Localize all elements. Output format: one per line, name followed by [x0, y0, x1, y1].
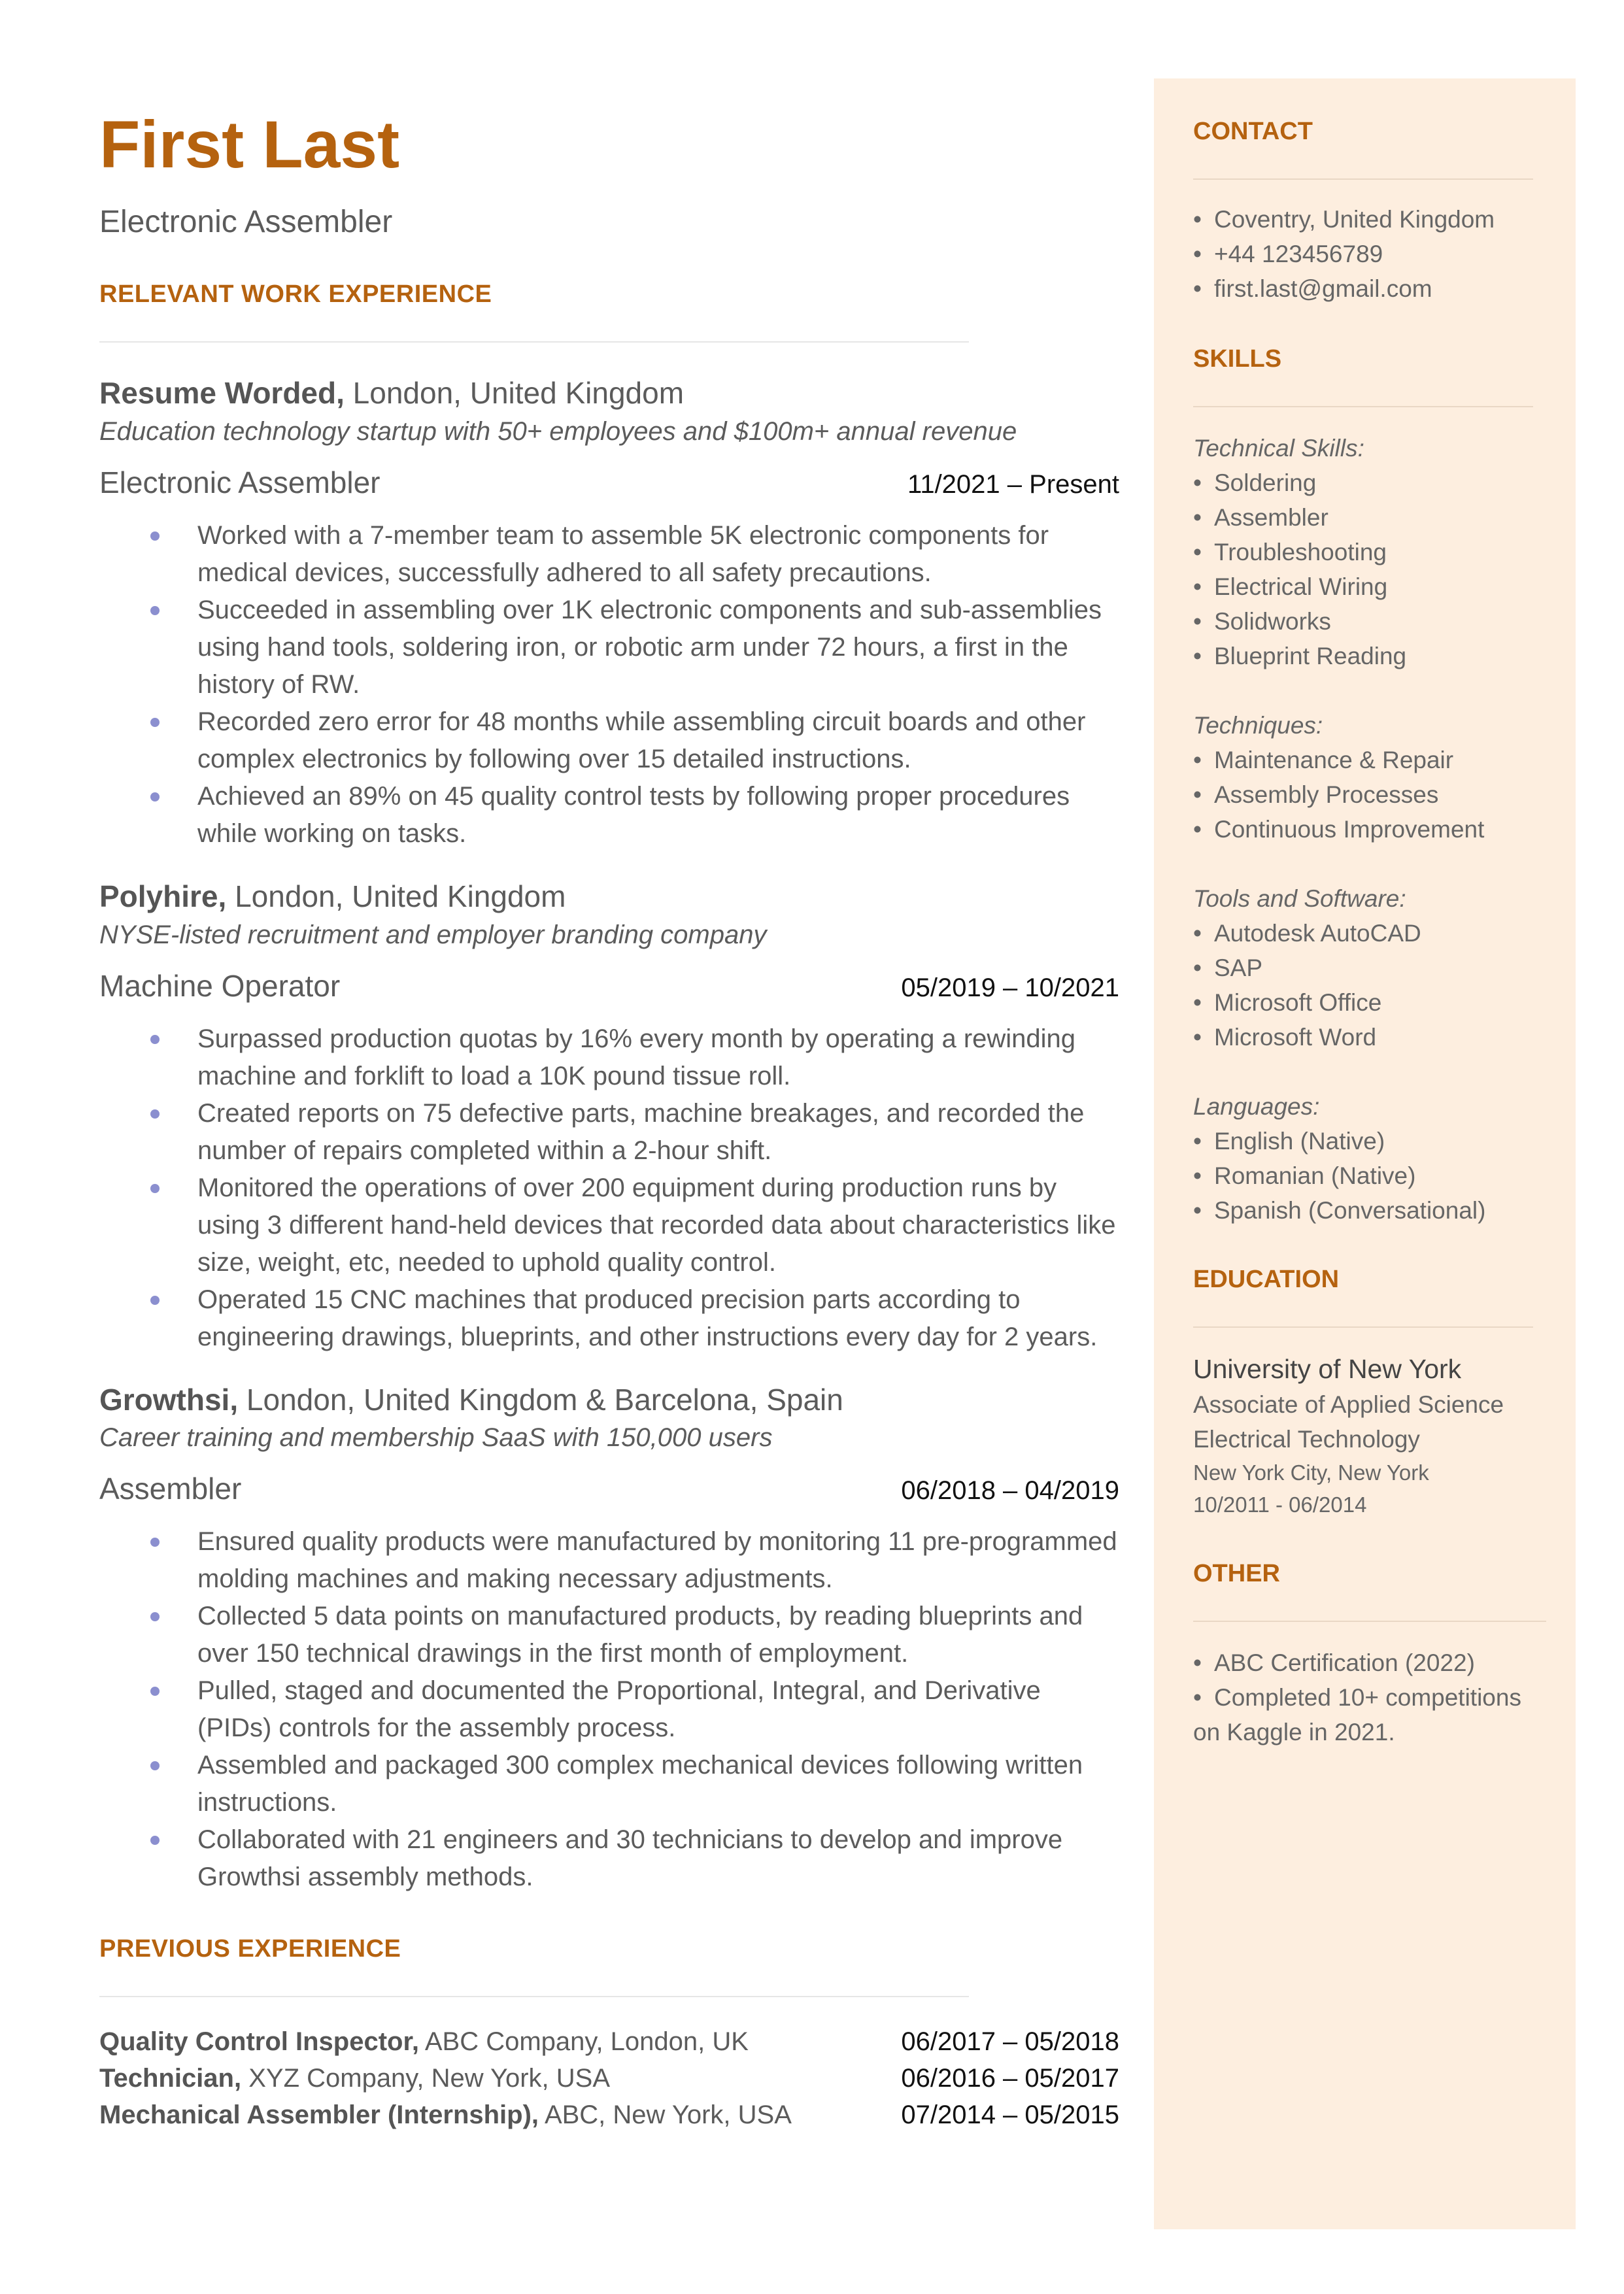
bullet-text: Pulled, staged and documented the Proportional, Integral, and Derivative (PIDs) controls for the assembly process. — [197, 1676, 1041, 1743]
bullet-dot-icon: • — [1193, 539, 1202, 565]
bullet-dot-icon: • — [1193, 573, 1202, 600]
bullet-text: Collected 5 data points on manufactured products, by reading blueprints and over 150 technical drawings in the first month of employment. — [197, 1602, 1083, 1668]
previous-experience-heading: PREVIOUS EXPERIENCE — [99, 1935, 401, 1963]
job-role: Assembler — [99, 1472, 242, 1506]
previous-item — [99, 2097, 1119, 2133]
bullet-dot-icon — [150, 1687, 160, 1696]
bullet-dot-icon: • — [1193, 241, 1202, 267]
skill-item — [1193, 569, 1533, 604]
bullet-text: Monitored the operations of over 200 equipment during production runs by using 3 different hand-held devices that recorded data about characteristics like size, weight, etc, needed to uphold quality control. — [197, 1173, 1116, 1277]
job-dates: 11/2021 – Present — [907, 469, 1119, 499]
bullet-text: Ensured quality products were manufactured by monitoring 11 pre-programmed molding machines and making necessary adjustments. — [197, 1527, 1117, 1594]
skill-item — [1193, 500, 1533, 535]
bullet-text: Created reports on 75 defective parts, machine breakages, and recorded the number of repairs completed within a 2-hour shift. — [197, 1098, 1085, 1165]
bullet-dot-icon: • — [1193, 206, 1202, 233]
section-divider — [99, 1996, 969, 1997]
contact-text: first.last@gmail.com — [1214, 275, 1432, 302]
bullet-text: Worked with a 7-member team to assemble 5K electronic components for medical devices, successfully adhered to all safety precautions. — [197, 520, 1049, 587]
job-entry — [99, 1381, 1119, 1897]
other-text: Completed 10+ competitions on Kaggle in 2021. — [1193, 1684, 1521, 1746]
bullet-item — [99, 1747, 1119, 1821]
education-location: New York City, New York — [1193, 1460, 1429, 1485]
skill-item — [1193, 604, 1533, 639]
skill-text: Troubleshooting — [1214, 539, 1387, 565]
bullet-item — [99, 1672, 1119, 1747]
skill-text: Assembler — [1214, 504, 1328, 531]
sidebar-content — [1193, 118, 1533, 1749]
skill-text: Autodesk AutoCAD — [1214, 920, 1421, 947]
skill-item — [1193, 743, 1533, 777]
contact-heading: CONTACT — [1193, 118, 1313, 145]
bullet-item — [99, 1020, 1119, 1095]
skill-item — [1193, 951, 1533, 985]
bullet-text: Recorded zero error for 48 months while assembling circuit boards and other complex electronics by following over 15 detailed instructions. — [197, 707, 1086, 773]
section-divider — [1193, 1621, 1546, 1622]
previous-item — [99, 2060, 1119, 2097]
skill-text: Romanian (Native) — [1214, 1162, 1416, 1189]
bullet-text: Assembled and packaged 300 complex mechanical devices following written instructions. — [197, 1751, 1083, 1817]
bullet-dot-icon — [150, 792, 160, 801]
bullet-item — [99, 1523, 1119, 1598]
job-role: Machine Operator — [99, 968, 341, 1003]
contact-email — [1193, 271, 1533, 306]
previous-experience-list — [99, 2023, 1119, 2133]
bullet-dot-icon: • — [1193, 989, 1202, 1016]
bullet-item — [99, 1170, 1119, 1281]
contact-phone — [1193, 237, 1533, 271]
skill-item — [1193, 465, 1533, 500]
company-location: London, United Kingdom — [344, 376, 685, 410]
bullet-text: Succeeded in assembling over 1K electronic components and sub-assemblies using hand tools, soldering iron, or robotic arm under 72 hours, a first in the history of RW. — [197, 595, 1102, 699]
skill-text: Spanish (Conversational) — [1214, 1197, 1486, 1224]
bullet-item — [99, 592, 1119, 703]
skill-item — [1193, 1193, 1533, 1228]
candidate-name: First Last — [99, 107, 400, 182]
company-location: London, United Kingdom — [226, 879, 566, 913]
bullet-dot-icon: • — [1193, 1024, 1202, 1051]
bullet-item — [99, 703, 1119, 778]
bullet-item — [99, 1598, 1119, 1672]
education-degree: Associate of Applied Science — [1193, 1391, 1504, 1418]
skill-group — [1193, 881, 1533, 1054]
bullet-text: Collaborated with 21 engineers and 30 technicians to develop and improve Growthsi assembly methods. — [197, 1825, 1063, 1892]
bullet-dot-icon — [150, 1035, 160, 1044]
bullet-dot-icon: • — [1193, 275, 1202, 302]
skill-list — [1193, 916, 1533, 1054]
skill-item — [1193, 1020, 1533, 1054]
previous-org: XYZ Company, New York, USA — [241, 2064, 611, 2093]
bullet-text: Operated 15 CNC machines that produced precision parts according to engineering drawings, blueprints, and other instructions every day for 2 years. — [197, 1285, 1098, 1351]
bullet-item — [99, 1821, 1119, 1896]
bullet-dot-icon: • — [1193, 643, 1202, 669]
role-row — [99, 465, 1119, 500]
job-dates: 06/2018 – 04/2019 — [901, 1476, 1119, 1506]
skill-text: Microsoft Office — [1214, 989, 1382, 1016]
skill-item — [1193, 535, 1533, 569]
bullet-dot-icon — [150, 1184, 160, 1193]
skill-text: Solidworks — [1214, 608, 1331, 635]
bullet-dot-icon: • — [1193, 920, 1202, 947]
skill-item — [1193, 985, 1533, 1020]
previous-item — [99, 2023, 1119, 2060]
sidebar — [1154, 78, 1576, 2229]
main-column — [99, 107, 1119, 2133]
company-line — [99, 374, 1119, 413]
other-text: ABC Certification (2022) — [1214, 1649, 1475, 1676]
bullet-dot-icon — [150, 1612, 160, 1621]
bullet-item — [99, 1095, 1119, 1170]
job-bullets — [99, 1523, 1119, 1896]
skill-group — [1193, 431, 1533, 673]
bullet-dot-icon — [150, 1296, 160, 1305]
bullet-dot-icon: • — [1193, 747, 1202, 773]
skill-group — [1193, 1089, 1533, 1228]
skill-group-label: Tools and Software: — [1193, 885, 1406, 912]
skill-item — [1193, 916, 1533, 951]
section-divider — [1193, 1326, 1533, 1328]
previous-dates: 06/2016 – 05/2017 — [901, 2064, 1119, 2093]
company-name: Growthsi, — [99, 1382, 239, 1417]
skill-text: SAP — [1214, 954, 1263, 981]
other-heading: OTHER — [1193, 1560, 1280, 1587]
skill-item — [1193, 812, 1533, 847]
work-experience-heading: RELEVANT WORK EXPERIENCE — [99, 280, 492, 308]
skill-text: Electrical Wiring — [1214, 573, 1388, 600]
company-description: NYSE-listed recruitment and employer branding company — [99, 920, 767, 949]
bullet-dot-icon: • — [1193, 608, 1202, 635]
job-role: Electronic Assembler — [99, 465, 381, 499]
bullet-dot-icon: • — [1193, 781, 1202, 808]
education-heading: EDUCATION — [1193, 1266, 1340, 1293]
company-description: Career training and membership SaaS with 150,000 users — [99, 1423, 773, 1453]
skill-list — [1193, 465, 1533, 673]
skill-item — [1193, 1124, 1533, 1158]
bullet-dot-icon — [150, 1538, 160, 1547]
bullet-dot-icon: • — [1193, 816, 1202, 843]
previous-dates: 07/2014 – 05/2015 — [901, 2100, 1119, 2130]
previous-role: Mechanical Assembler (Internship), — [99, 2100, 539, 2130]
education-entry — [1193, 1351, 1533, 1521]
previous-org: ABC, New York, USA — [539, 2100, 792, 2130]
education-field: Electrical Technology — [1193, 1426, 1420, 1453]
bullet-dot-icon: • — [1193, 469, 1202, 496]
contact-text: Coventry, United Kingdom — [1214, 206, 1495, 233]
bullet-dot-icon — [150, 1761, 160, 1770]
bullet-dot-icon: • — [1193, 1128, 1202, 1155]
skill-group-label: Techniques: — [1193, 712, 1323, 739]
company-location: London, United Kingdom & Barcelona, Spain — [238, 1382, 843, 1417]
education-dates: 10/2011 - 06/2014 — [1193, 1493, 1367, 1517]
role-row — [99, 1471, 1119, 1506]
skill-item — [1193, 777, 1533, 812]
skill-text: Assembly Processes — [1214, 781, 1439, 808]
bullet-dot-icon: • — [1193, 1684, 1202, 1711]
company-name: Resume Worded, — [99, 376, 345, 410]
bullet-dot-icon: • — [1193, 1162, 1202, 1189]
previous-dates: 06/2017 – 05/2018 — [901, 2027, 1119, 2057]
skill-text: Continuous Improvement — [1214, 816, 1485, 843]
section-divider — [99, 341, 969, 343]
bullet-item — [99, 778, 1119, 852]
bullet-dot-icon: • — [1193, 1197, 1202, 1224]
job-entry — [99, 877, 1119, 1356]
skill-text: English (Native) — [1214, 1128, 1385, 1155]
company-line — [99, 877, 1119, 917]
company-line — [99, 1381, 1119, 1420]
skill-item — [1193, 1158, 1533, 1193]
other-item — [1193, 1645, 1533, 1680]
bullet-item — [99, 1281, 1119, 1356]
previous-role: Technician, — [99, 2064, 242, 2093]
education-school: University of New York — [1193, 1354, 1462, 1384]
bullet-item — [99, 517, 1119, 592]
section-divider — [1193, 406, 1533, 407]
other-item — [1193, 1680, 1533, 1749]
skill-list — [1193, 1124, 1533, 1228]
bullet-dot-icon: • — [1193, 504, 1202, 531]
contact-location — [1193, 202, 1533, 237]
other-list — [1193, 1645, 1533, 1749]
bullet-dot-icon — [150, 1836, 160, 1845]
company-description: Education technology startup with 50+ employees and $100m+ annual revenue — [99, 416, 1017, 446]
section-divider — [1193, 178, 1533, 180]
bullet-text: Achieved an 89% on 45 quality control tests by following proper procedures while working on tasks. — [197, 781, 1070, 848]
skill-group — [1193, 708, 1533, 847]
skill-item — [1193, 639, 1533, 673]
bullet-dot-icon: • — [1193, 954, 1202, 981]
skill-text: Microsoft Word — [1214, 1024, 1377, 1051]
skill-group-label: Languages: — [1193, 1093, 1320, 1120]
bullet-dot-icon — [150, 1109, 160, 1119]
skill-text: Blueprint Reading — [1214, 643, 1407, 669]
bullet-text: Surpassed production quotas by 16% every month by operating a rewinding machine and forklift to load a 10K pound tissue roll. — [197, 1024, 1076, 1090]
contact-text: +44 123456789 — [1214, 241, 1383, 267]
previous-org: ABC Company, London, UK — [418, 2027, 749, 2057]
bullet-dot-icon — [150, 718, 160, 727]
previous-role: Quality Control Inspector, — [99, 2027, 419, 2057]
skill-text: Maintenance & Repair — [1214, 747, 1454, 773]
job-dates: 05/2019 – 10/2021 — [901, 973, 1119, 1002]
job-bullets — [99, 1020, 1119, 1356]
job-bullets — [99, 517, 1119, 852]
role-row — [99, 968, 1119, 1004]
skill-list — [1193, 743, 1533, 847]
bullet-dot-icon: • — [1193, 1649, 1202, 1676]
job-entry — [99, 374, 1119, 852]
skill-text: Soldering — [1214, 469, 1317, 496]
bullet-dot-icon — [150, 606, 160, 615]
candidate-title: Electronic Assembler — [99, 205, 393, 239]
skills-heading: SKILLS — [1193, 345, 1282, 373]
skill-group-label: Technical Skills: — [1193, 435, 1364, 462]
bullet-dot-icon — [150, 531, 160, 541]
contact-list — [1193, 202, 1533, 306]
company-name: Polyhire, — [99, 879, 227, 913]
